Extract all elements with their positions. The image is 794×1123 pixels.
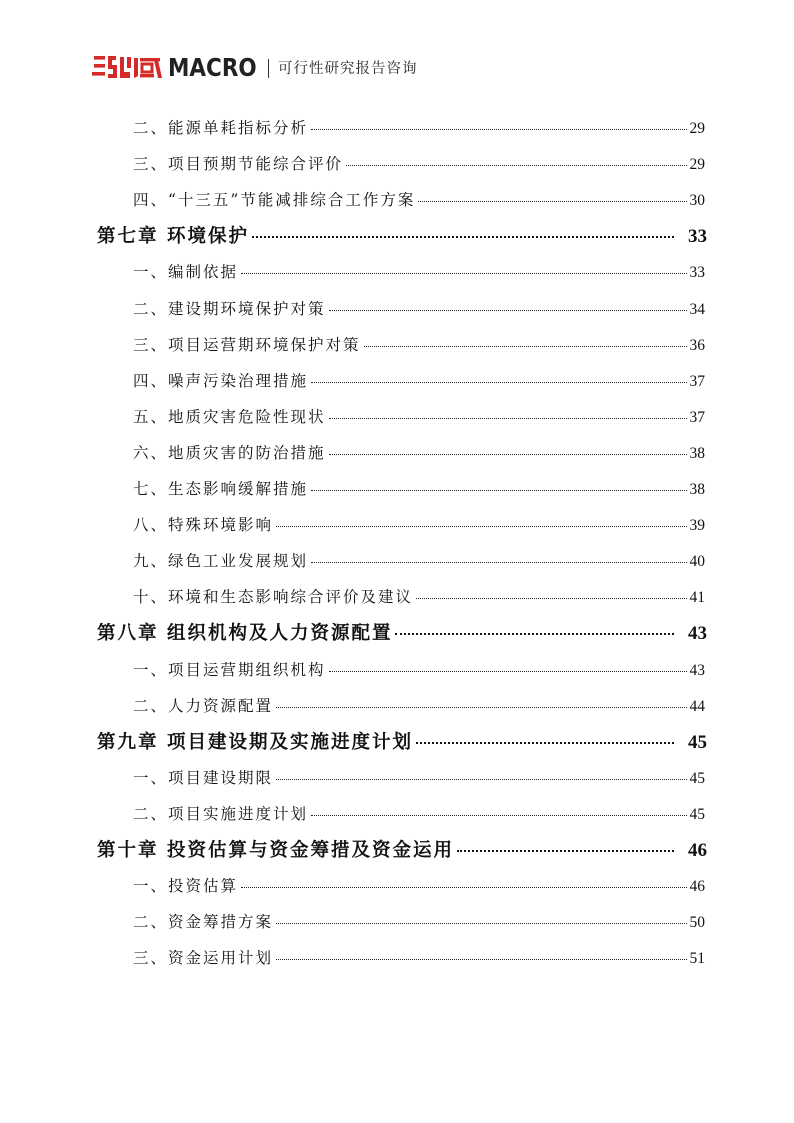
toc-page-number: 45 bbox=[688, 731, 707, 753]
toc-section-entry[interactable] bbox=[133, 188, 705, 210]
toc-entry-label: 七、生态影响缓解措施 bbox=[133, 480, 309, 498]
toc-dot-leader bbox=[329, 452, 687, 455]
toc-page-number: 37 bbox=[689, 408, 705, 426]
toc-page-number: 29 bbox=[689, 156, 705, 174]
toc-entry-label: 三、项目预期节能综合评价 bbox=[133, 155, 344, 174]
toc-page-number: 34 bbox=[689, 300, 705, 318]
toc-section-entry[interactable] bbox=[133, 405, 705, 427]
toc-dot-leader bbox=[329, 669, 687, 672]
toc-chapter-entry[interactable] bbox=[97, 836, 707, 862]
toc-page-number: 30 bbox=[689, 192, 705, 210]
page-header bbox=[92, 52, 532, 86]
toc-entry-label: 二、项目实施进度计划 bbox=[133, 804, 309, 823]
toc-entry-label: 一、项目建设期限 bbox=[133, 768, 274, 787]
toc-dot-leader bbox=[416, 596, 686, 599]
toc-dot-leader bbox=[416, 740, 674, 744]
toc-entry-label: 四、噪声污染治理措施 bbox=[133, 371, 309, 390]
toc-dot-leader bbox=[276, 777, 686, 780]
toc-entry-label: 五、地质灾害危险性现状 bbox=[133, 407, 326, 426]
toc-dot-leader bbox=[276, 705, 686, 708]
toc-dot-leader bbox=[276, 957, 686, 960]
toc-page-number: 43 bbox=[688, 623, 707, 645]
toc-page-number: 39 bbox=[689, 517, 705, 535]
toc-entry-label: 一、项目运营期组织机构 bbox=[133, 660, 326, 679]
toc-page-number: 33 bbox=[689, 264, 705, 282]
toc-section-entry[interactable] bbox=[133, 694, 705, 716]
toc-section-entry[interactable] bbox=[133, 513, 705, 535]
toc-dot-leader bbox=[241, 885, 686, 888]
toc-entry-label: 一、编制依据 bbox=[133, 263, 239, 282]
toc-section-entry[interactable] bbox=[133, 116, 705, 138]
toc-dot-leader bbox=[364, 344, 687, 347]
toc-entry-label: 第八章 组织机构及人力资源配置 bbox=[97, 623, 393, 645]
toc-page-number: 40 bbox=[689, 553, 705, 571]
toc-section-entry[interactable] bbox=[133, 946, 705, 968]
toc-entry-label: 二、人力资源配置 bbox=[133, 696, 274, 715]
toc-section-entry[interactable] bbox=[133, 333, 705, 355]
toc-dot-leader bbox=[457, 848, 674, 852]
toc-page-number: 38 bbox=[689, 444, 705, 462]
toc-section-entry[interactable] bbox=[133, 369, 705, 391]
toc-entry-label: 一、投资估算 bbox=[133, 877, 239, 896]
toc-section-entry[interactable] bbox=[133, 152, 705, 174]
toc-page-number: 45 bbox=[689, 805, 705, 823]
toc-page-number: 36 bbox=[689, 336, 705, 354]
header-subtitle: 可行性研究报告咨询 bbox=[278, 61, 418, 77]
toc-section-entry[interactable] bbox=[133, 585, 705, 607]
toc-page-number: 29 bbox=[689, 120, 705, 137]
toc-chapter-entry[interactable] bbox=[97, 222, 707, 248]
toc-dot-leader bbox=[311, 127, 686, 130]
toc-dot-leader bbox=[276, 921, 686, 924]
toc-chapter-entry[interactable] bbox=[97, 619, 707, 645]
toc-page-number: 33 bbox=[688, 226, 707, 248]
toc-dot-leader bbox=[311, 488, 686, 491]
toc-entry-label: 九、绿色工业发展规划 bbox=[133, 552, 309, 571]
toc-page-number: 46 bbox=[688, 840, 707, 861]
toc-entry-label: 四、“十三五”节能减排综合工作方案 bbox=[133, 191, 416, 210]
toc-section-entry[interactable] bbox=[133, 766, 705, 788]
toc-dot-leader bbox=[395, 631, 674, 635]
toc-page-number: 37 bbox=[689, 372, 705, 390]
toc-entry-label: 三、项目运营期环境保护对策 bbox=[133, 335, 361, 354]
toc-page-number: 50 bbox=[689, 914, 705, 932]
toc-entry-label: 二、建设期环境保护对策 bbox=[133, 299, 326, 318]
toc-section-entry[interactable] bbox=[133, 260, 705, 282]
toc-section-entry[interactable] bbox=[133, 802, 705, 824]
toc-dot-leader bbox=[329, 416, 687, 419]
toc-section-entry[interactable] bbox=[133, 910, 705, 932]
toc-dot-leader bbox=[346, 163, 686, 166]
toc-entry-label: 十、环境和生态影响综合评价及建议 bbox=[133, 588, 414, 607]
toc-section-entry[interactable] bbox=[133, 441, 705, 463]
toc-page-number: 41 bbox=[689, 589, 705, 607]
toc-entry-label: 第七章 环境保护 bbox=[97, 226, 249, 248]
toc-section-entry[interactable] bbox=[133, 658, 705, 680]
header-divider bbox=[268, 59, 269, 78]
toc-entry-label: 二、能源单耗指标分析 bbox=[133, 119, 309, 137]
toc-entry-label: 六、地质灾害的防治措施 bbox=[133, 443, 326, 462]
toc-section-entry[interactable] bbox=[133, 874, 705, 896]
toc-chapter-entry[interactable] bbox=[97, 728, 707, 754]
toc-entry-label: 第九章 项目建设期及实施进度计划 bbox=[97, 731, 413, 753]
toc-entry-label: 三、资金运用计划 bbox=[133, 949, 274, 968]
toc-dot-leader bbox=[418, 199, 686, 202]
toc-dot-leader bbox=[241, 271, 686, 274]
toc-dot-leader bbox=[311, 560, 686, 563]
toc-page-number: 46 bbox=[689, 878, 705, 896]
toc-section-entry[interactable] bbox=[133, 549, 705, 571]
kaiyu-logo-icon bbox=[92, 54, 164, 80]
toc-section-entry[interactable] bbox=[133, 297, 705, 319]
toc-section-entry[interactable] bbox=[133, 477, 705, 499]
toc-page-number: 51 bbox=[689, 950, 705, 968]
toc-dot-leader bbox=[276, 524, 686, 527]
toc-dot-leader bbox=[311, 813, 686, 816]
brand-name: MACRO bbox=[168, 53, 257, 82]
toc-page-number: 43 bbox=[689, 661, 705, 679]
toc-dot-leader bbox=[252, 234, 674, 238]
toc-dot-leader bbox=[329, 308, 687, 311]
toc-page-number: 45 bbox=[689, 769, 705, 787]
toc-entry-label: 二、资金筹措方案 bbox=[133, 913, 274, 932]
toc-page-number: 38 bbox=[689, 481, 705, 498]
toc-entry-label: 第十章 投资估算与资金筹措及资金运用 bbox=[97, 840, 454, 861]
toc-page-number: 44 bbox=[689, 697, 705, 715]
toc-entry-label: 八、特殊环境影响 bbox=[133, 516, 274, 535]
toc-dot-leader bbox=[311, 380, 686, 383]
